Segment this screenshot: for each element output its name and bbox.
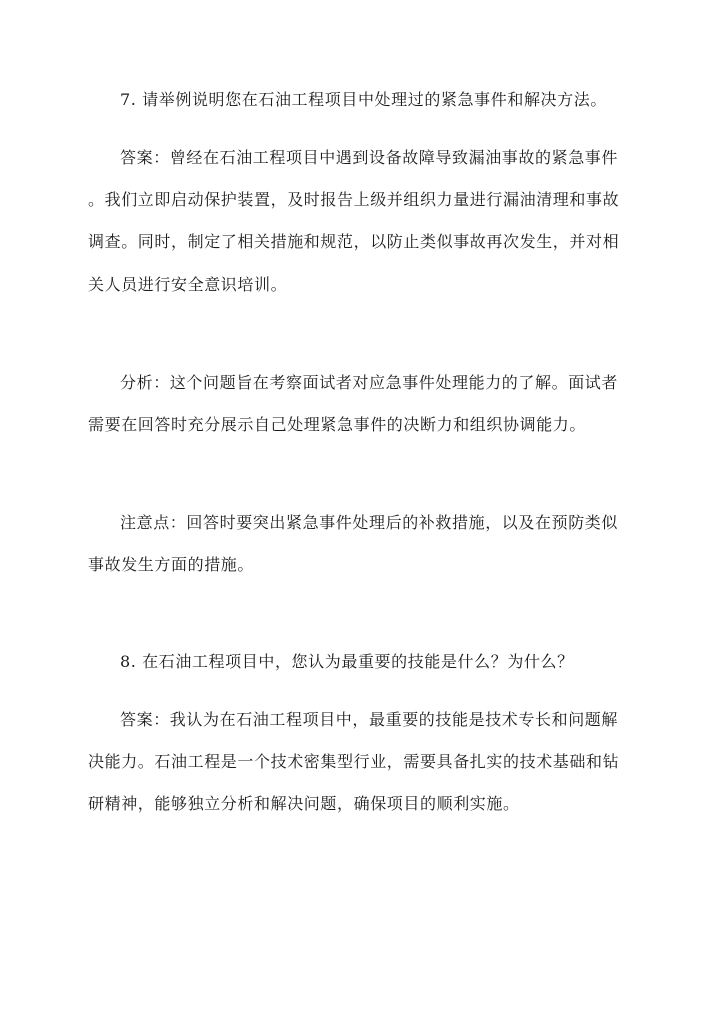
q7-notes-line-1: 注意点：回答时要突出紧急事件处理后的补救措施，以及在预防类似 [120,513,619,532]
question-7: 7. 请举例说明您在石油工程项目中处理过的紧急事件和解决方法。 [120,90,607,109]
q8-answer-line-1: 答案：我认为在石油工程项目中，最重要的技能是技术专长和问题解 [120,710,619,729]
q7-analysis-line-2: 需要在回答时充分展示自己处理紧急事件的决断力和组织协调能力。 [88,415,587,434]
q7-answer-line-3: 调查。同时，制定了相关措施和规范，以防止类似事故再次发生，并对相 [88,232,620,251]
q7-answer-line-1: 答案：曾经在石油工程项目中遇到设备故障导致漏油事故的紧急事件 [120,148,619,167]
q8-answer-line-3: 研精神，能够独立分析和解决问题，确保项目的顺利实施。 [88,794,520,813]
q7-answer-line-4: 关人员进行安全意识培训。 [88,275,288,294]
q7-analysis-line-1: 分析：这个问题旨在考察面试者对应急事件处理能力的了解。面试者 [120,373,619,392]
q7-notes-line-2: 事故发生方面的措施。 [88,555,255,574]
q7-answer-line-2: 。我们立即启动保护装置，及时报告上级并组织力量进行漏油清理和事故 [88,190,620,209]
q8-answer-line-2: 决能力。石油工程是一个技术密集型行业，需要具备扎实的技术基础和钻 [88,752,620,771]
question-8: 8. 在石油工程项目中，您认为最重要的技能是什么？为什么？ [120,652,574,671]
